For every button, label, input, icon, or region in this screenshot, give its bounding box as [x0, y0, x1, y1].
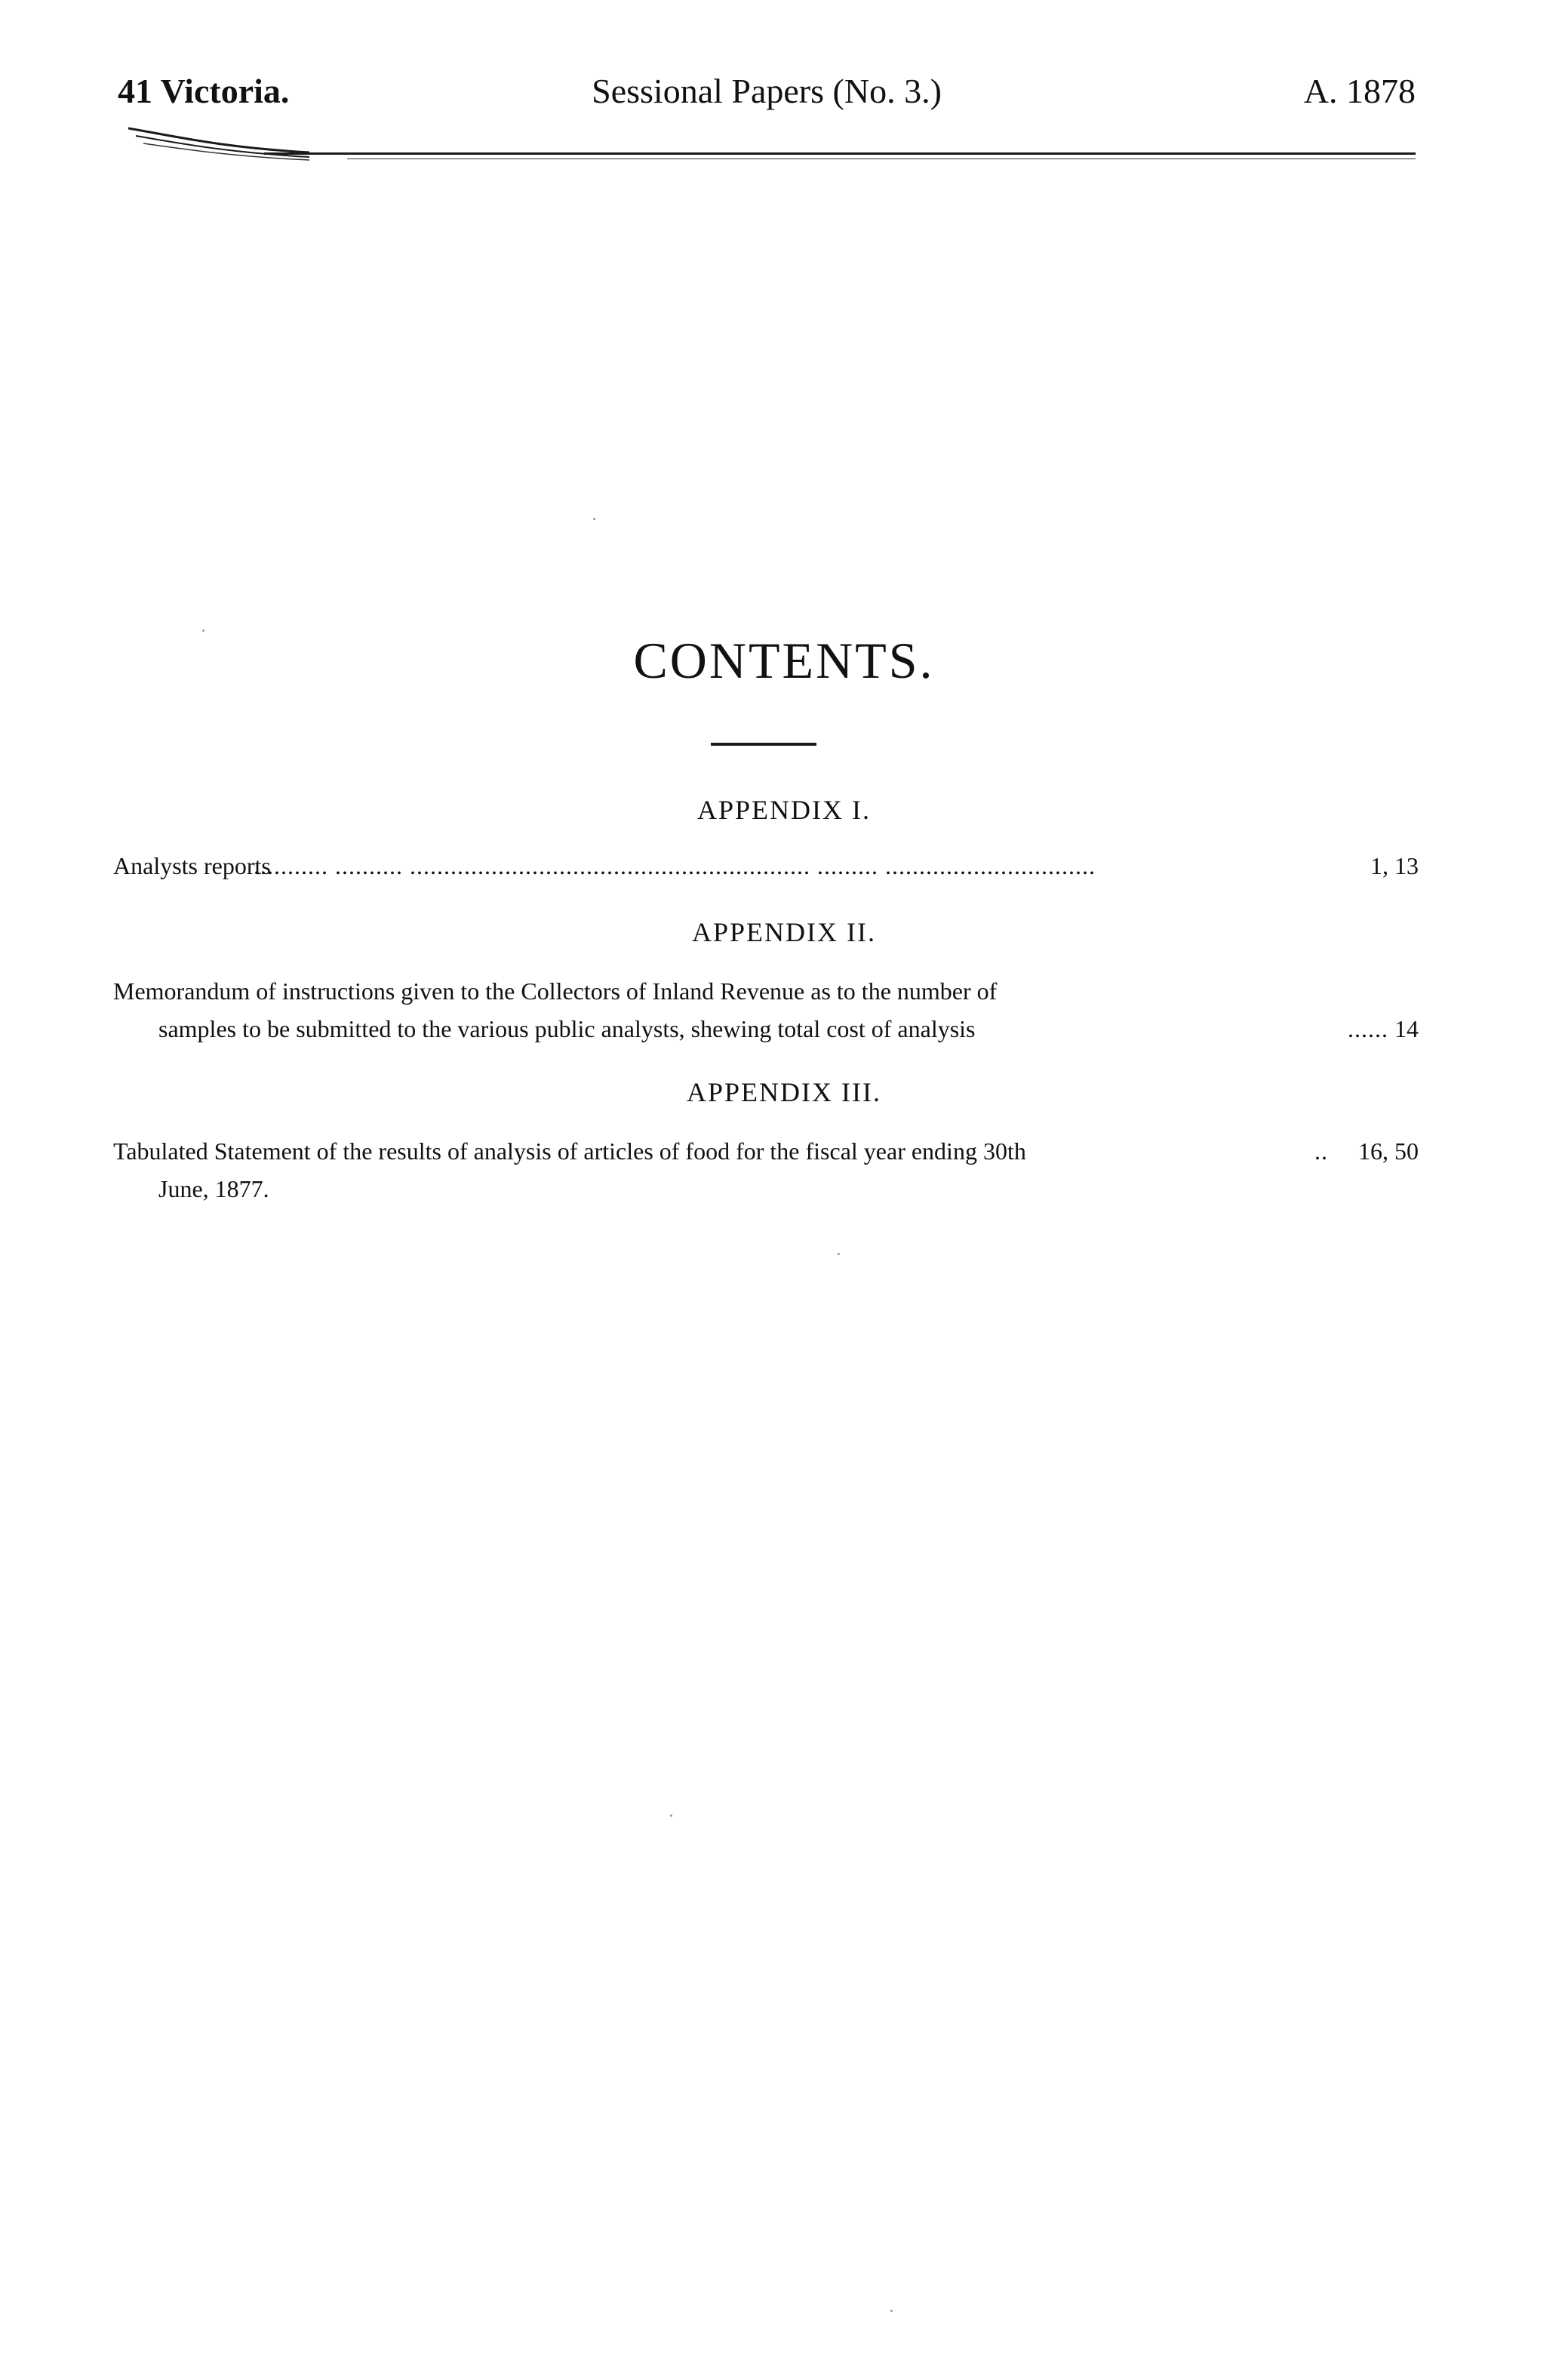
dot-leaders: ......: [1348, 1015, 1388, 1042]
entry-text: samples to be submitted to the various public analysts, shewing total cost of analysis: [158, 1015, 976, 1042]
appendix-2-entry: [113, 972, 1419, 1048]
entry-line: [113, 847, 1419, 885]
scan-speck: [890, 2310, 893, 2312]
scan-speck: [593, 518, 595, 520]
dot-leaders: ..: [1314, 1137, 1328, 1165]
entry-line: [113, 972, 1419, 1010]
appendix-3-heading: APPENDIX III.: [687, 1077, 881, 1107]
dot-leaders: ........... .......... ........................................................... ......... ...............................: [254, 852, 1096, 879]
header-year: A. 1878: [1303, 72, 1416, 110]
appendix-3-entry: [113, 1132, 1419, 1208]
entry-line: [113, 1010, 1419, 1048]
scan-speck: [838, 1253, 840, 1255]
entry-page-numbers: 14: [1394, 1015, 1419, 1042]
entry-text: Tabulated Statement of the results of analysis of articles of food for the fiscal year ending 30th: [113, 1137, 1026, 1165]
running-header: [118, 65, 1416, 118]
header-swash-ornament: [128, 113, 309, 166]
header-rule: [264, 152, 1416, 155]
header-session: 41 Victoria.: [118, 72, 290, 110]
appendix-1-heading: APPENDIX I.: [696, 795, 871, 825]
entry-line: [113, 1170, 1419, 1208]
appendix-1-entry: [113, 847, 1419, 885]
entry-page-numbers: 1, 13: [1370, 852, 1419, 879]
header-sessional-papers: Sessional Papers (No. 3.): [592, 72, 942, 110]
contents-title: CONTENTS.: [633, 632, 935, 689]
entry-line: [113, 1132, 1419, 1170]
scan-speck: [670, 1815, 672, 1817]
entry-text: June, 1877.: [158, 1175, 269, 1202]
appendix-2-heading: APPENDIX II.: [692, 917, 876, 947]
contents-divider: [711, 743, 816, 746]
entry-text: Analysts reports: [113, 852, 271, 879]
entry-text: Memorandum of instructions given to the Collectors of Inland Revenue as to the number of: [113, 977, 998, 1005]
scan-speck: [202, 629, 204, 632]
entry-page-numbers: 16, 50: [1358, 1137, 1419, 1165]
